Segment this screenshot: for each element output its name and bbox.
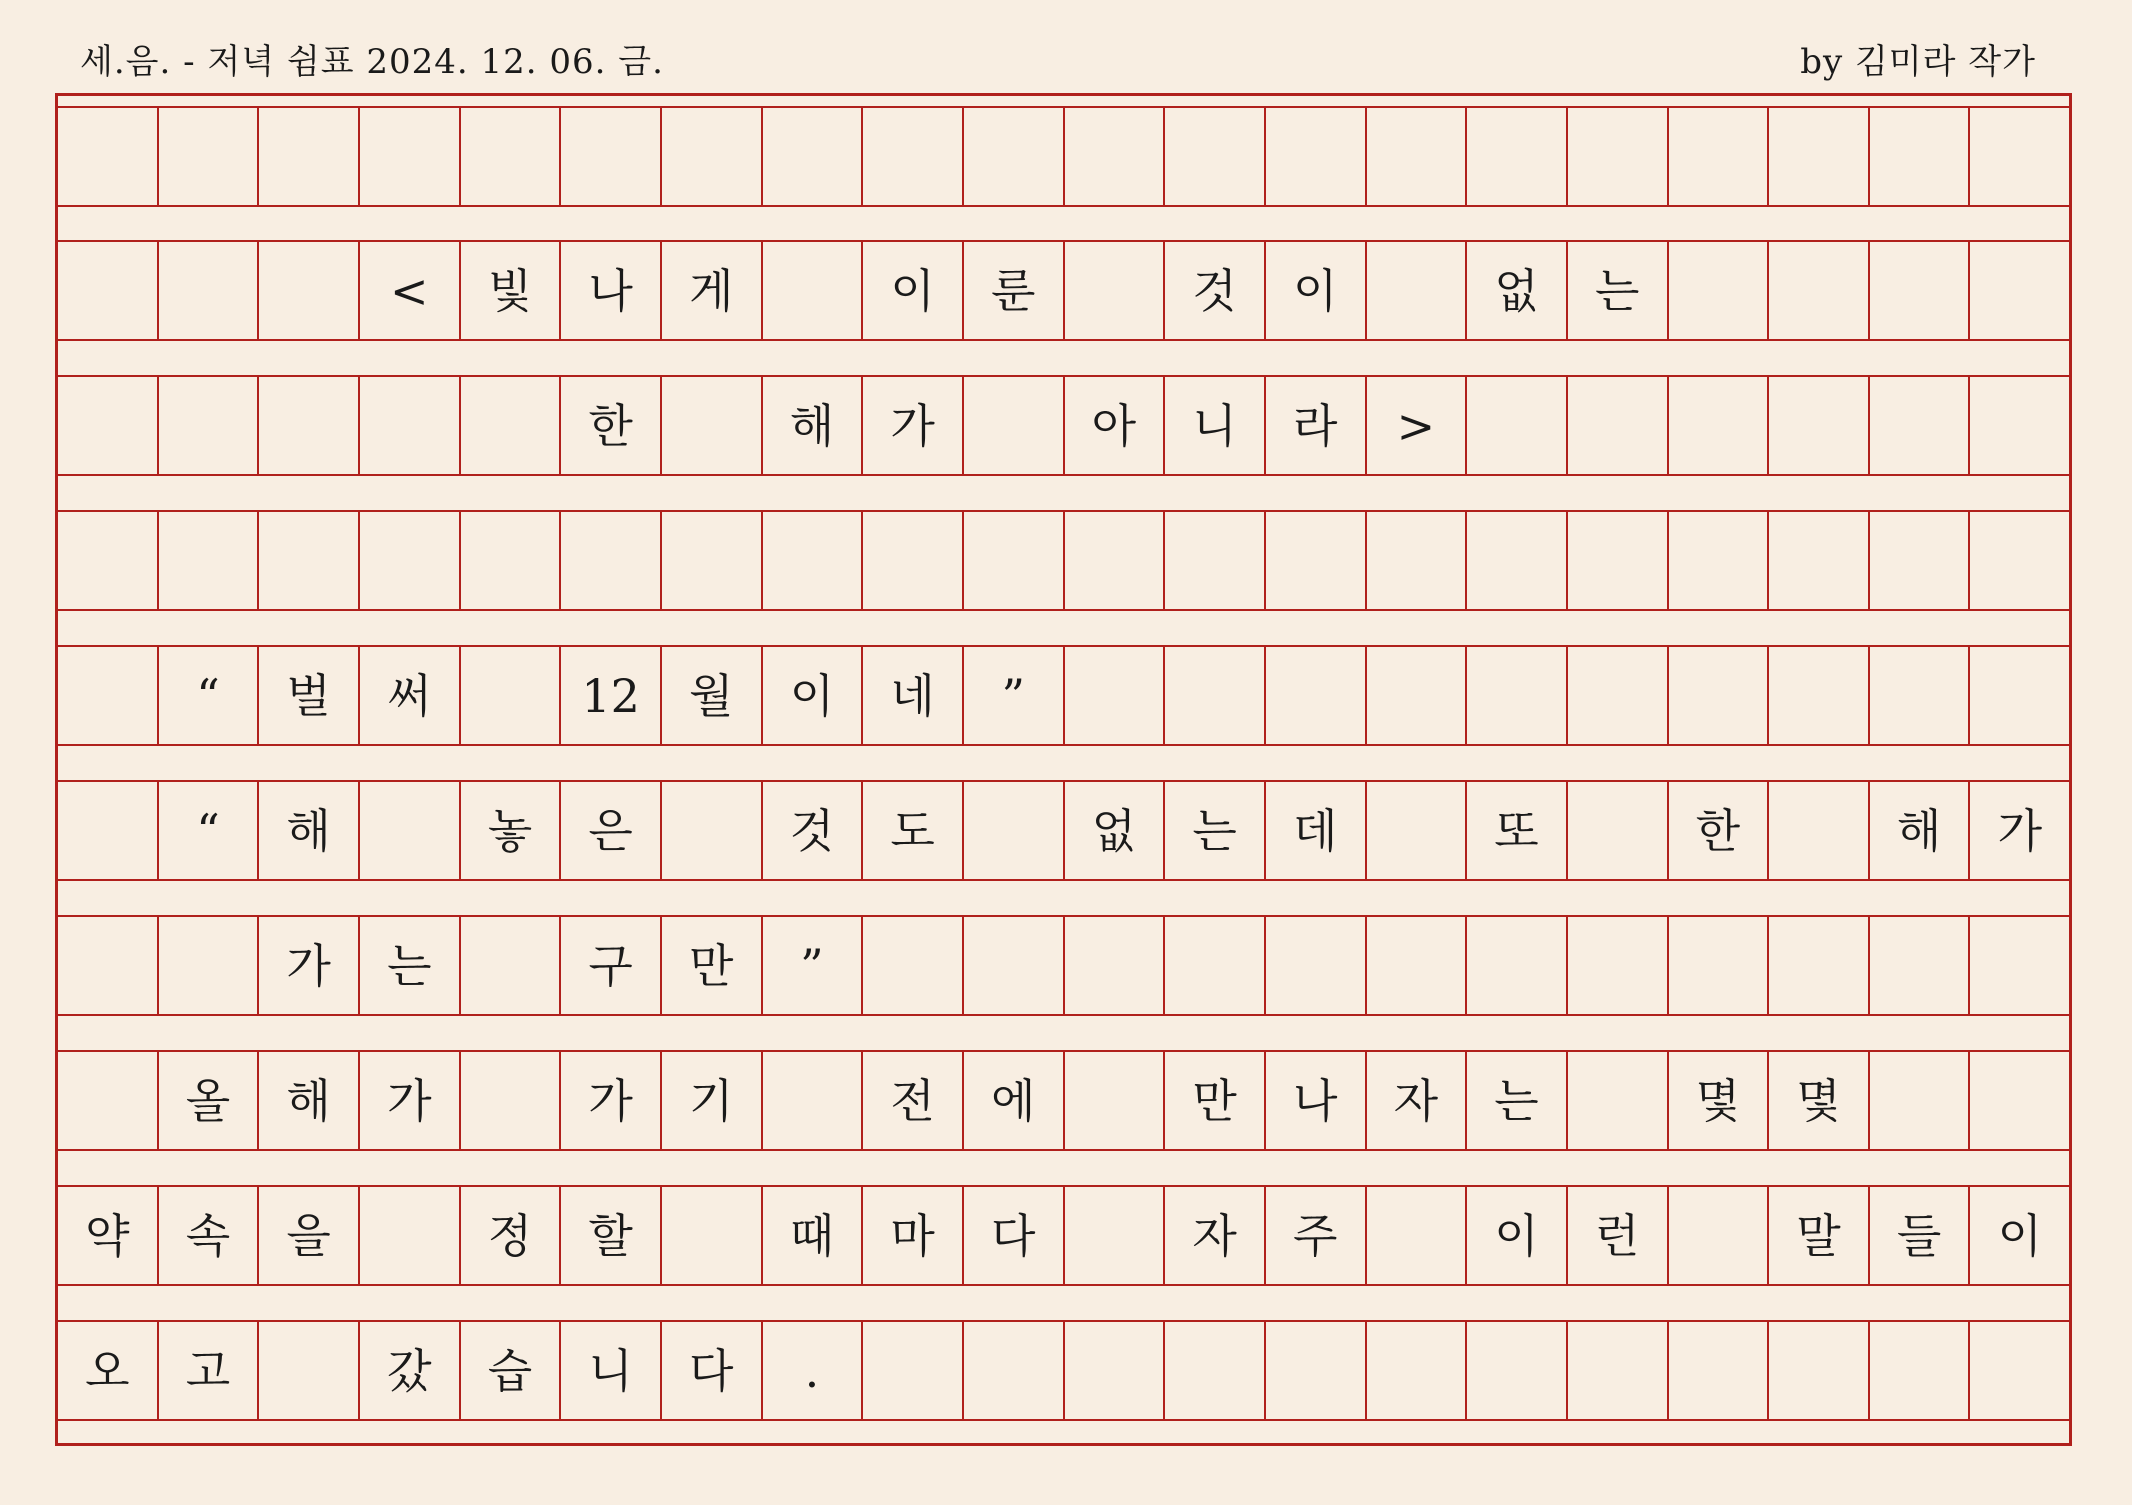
- manuscript-cell: [1870, 1052, 1971, 1149]
- manuscript-cell: [58, 647, 159, 744]
- manuscript-cell: [1970, 512, 2069, 609]
- manuscript-cell: [763, 108, 864, 205]
- manuscript-cell: 없: [1467, 242, 1568, 339]
- manuscript-cell: 놓: [461, 782, 562, 879]
- manuscript-cell: [1367, 1322, 1468, 1419]
- manuscript-cell: [1367, 917, 1468, 1014]
- manuscript-cell: [1669, 1322, 1770, 1419]
- manuscript-cell: 써: [360, 647, 461, 744]
- manuscript-cell: [1769, 512, 1870, 609]
- manuscript-cell: 네: [863, 647, 964, 744]
- manuscript-cell: [58, 917, 159, 1014]
- manuscript-cell: [1467, 108, 1568, 205]
- manuscript-cell: [1065, 108, 1166, 205]
- manuscript-cell: [1165, 647, 1266, 744]
- manuscript-cell: [1367, 108, 1468, 205]
- manuscript-cell: [863, 512, 964, 609]
- manuscript-cell: 전: [863, 1052, 964, 1149]
- manuscript-cell: [1065, 512, 1166, 609]
- manuscript-cell: 해: [763, 377, 864, 474]
- manuscript-cell: [964, 1322, 1065, 1419]
- manuscript-cell: 에: [964, 1052, 1065, 1149]
- manuscript-cell: [662, 377, 763, 474]
- manuscript-cell: [1165, 108, 1266, 205]
- manuscript-cell: [1669, 512, 1770, 609]
- manuscript-cell: 해: [259, 1052, 360, 1149]
- manuscript-cell: [1367, 647, 1468, 744]
- manuscript-cell: 가: [259, 917, 360, 1014]
- manuscript-cell: [1467, 917, 1568, 1014]
- manuscript-cell: [1769, 377, 1870, 474]
- manuscript-cell: [1970, 917, 2069, 1014]
- manuscript-cell: 한: [1669, 782, 1770, 879]
- manuscript-cell: [1870, 377, 1971, 474]
- manuscript-cell: 자: [1367, 1052, 1468, 1149]
- manuscript-cell: [58, 108, 159, 205]
- manuscript-cell: 해: [1870, 782, 1971, 879]
- manuscript-cell: [1065, 242, 1166, 339]
- manuscript-cell: [1669, 108, 1770, 205]
- manuscript-cell: [1870, 242, 1971, 339]
- manuscript-cell: [159, 377, 260, 474]
- manuscript-cell: 만: [1165, 1052, 1266, 1149]
- manuscript-cell: [662, 1187, 763, 1284]
- manuscript-cell: [1065, 1322, 1166, 1419]
- manuscript-cell: [561, 108, 662, 205]
- manuscript-cell: 12: [561, 647, 662, 744]
- manuscript-cell: [1266, 512, 1367, 609]
- manuscript-cell: [1669, 377, 1770, 474]
- manuscript-cell: [1669, 917, 1770, 1014]
- manuscript-row: [58, 780, 2069, 881]
- manuscript-cell: [1970, 377, 2069, 474]
- manuscript-cell: [360, 108, 461, 205]
- manuscript-cell: [1467, 647, 1568, 744]
- manuscript-cell: [1568, 108, 1669, 205]
- manuscript-cell: [1568, 647, 1669, 744]
- manuscript-cell: 니: [561, 1322, 662, 1419]
- manuscript-cell: 가: [561, 1052, 662, 1149]
- manuscript-cell: 갔: [360, 1322, 461, 1419]
- manuscript-cell: [561, 512, 662, 609]
- manuscript-row: [58, 645, 2069, 746]
- manuscript-cell: [1669, 242, 1770, 339]
- manuscript-cell: [1165, 512, 1266, 609]
- manuscript-cell: 약: [58, 1187, 159, 1284]
- manuscript-cell: [58, 782, 159, 879]
- manuscript-cell: 이: [1266, 242, 1367, 339]
- manuscript-cell: [1970, 242, 2069, 339]
- manuscript-cell: [763, 1052, 864, 1149]
- manuscript-cell: 정: [461, 1187, 562, 1284]
- manuscript-cell: 때: [763, 1187, 864, 1284]
- manuscript-cell: [1065, 647, 1166, 744]
- manuscript-row: [58, 1050, 2069, 1151]
- manuscript-cell: 오: [58, 1322, 159, 1419]
- manuscript-cell: [1367, 242, 1468, 339]
- manuscript-cell: 이: [1997, 1208, 2043, 1263]
- manuscript-cell: [259, 377, 360, 474]
- manuscript-grid: [55, 93, 2072, 1446]
- manuscript-cell: [1769, 917, 1870, 1014]
- manuscript-cell: 빛: [461, 242, 562, 339]
- manuscript-cell: [461, 647, 562, 744]
- manuscript-cell: [964, 512, 1065, 609]
- manuscript-cell: 아: [1065, 377, 1166, 474]
- manuscript-cell: [1769, 108, 1870, 205]
- manuscript-cell: 할: [561, 1187, 662, 1284]
- manuscript-cell: 룬: [964, 242, 1065, 339]
- manuscript-cell: 라: [1266, 377, 1367, 474]
- manuscript-cell: [863, 108, 964, 205]
- manuscript-cell: [1165, 1322, 1266, 1419]
- manuscript-cell: 런: [1568, 1187, 1669, 1284]
- manuscript-cell: [360, 512, 461, 609]
- manuscript-cell: <: [360, 242, 461, 339]
- manuscript-cell: [1568, 512, 1669, 609]
- manuscript-cell: [360, 1187, 461, 1284]
- manuscript-cell: 한: [561, 377, 662, 474]
- manuscript-cell: [461, 377, 562, 474]
- manuscript-cell: 또: [1467, 782, 1568, 879]
- manuscript-cell: 고: [159, 1322, 260, 1419]
- manuscript-cell: [461, 108, 562, 205]
- manuscript-cell: [662, 512, 763, 609]
- manuscript-cell: [964, 377, 1065, 474]
- manuscript-cell: [1266, 108, 1367, 205]
- manuscript-cell: 을: [259, 1187, 360, 1284]
- manuscript-cell: 이: [763, 647, 864, 744]
- manuscript-cell: [1467, 1322, 1568, 1419]
- manuscript-cell: 만: [662, 917, 763, 1014]
- manuscript-cell: 것: [1165, 242, 1266, 339]
- manuscript-cell: 가: [1997, 803, 2043, 858]
- manuscript-cell: [159, 917, 260, 1014]
- manuscript-cell: 마: [863, 1187, 964, 1284]
- manuscript-cell: [461, 1052, 562, 1149]
- manuscript-cell: 다: [662, 1322, 763, 1419]
- manuscript-row: [58, 915, 2069, 1016]
- manuscript-row: [58, 375, 2069, 476]
- manuscript-cell: [1467, 512, 1568, 609]
- manuscript-cell: [964, 108, 1065, 205]
- manuscript-cell: 몇: [1669, 1052, 1770, 1149]
- manuscript-cell: [58, 1052, 159, 1149]
- manuscript-cell: [1769, 1322, 1870, 1419]
- manuscript-cell: [964, 782, 1065, 879]
- manuscript-cell: [1769, 647, 1870, 744]
- manuscript-cell: [1568, 917, 1669, 1014]
- manuscript-cell: [1568, 1052, 1669, 1149]
- manuscript-cell: 것: [763, 782, 864, 879]
- manuscript-cell: [662, 782, 763, 879]
- manuscript-cell: 가: [360, 1052, 461, 1149]
- manuscript-cell: 나: [561, 242, 662, 339]
- header-author: by 김미라 작가: [1800, 42, 2036, 82]
- manuscript-cell: [1970, 647, 2069, 744]
- manuscript-cell: 이: [1467, 1187, 1568, 1284]
- manuscript-cell: [662, 108, 763, 205]
- manuscript-cell: 들: [1870, 1187, 1971, 1284]
- manuscript-cell: [1266, 917, 1367, 1014]
- manuscript-cell: [1669, 647, 1770, 744]
- manuscript-cell: 나: [1266, 1052, 1367, 1149]
- manuscript-cell: [1367, 782, 1468, 879]
- manuscript-cell: 말: [1769, 1187, 1870, 1284]
- manuscript-cell: 데: [1266, 782, 1367, 879]
- manuscript-cell: 도: [863, 782, 964, 879]
- manuscript-cell: 습: [461, 1322, 562, 1419]
- manuscript-cell: 게: [662, 242, 763, 339]
- manuscript-cell: 자: [1165, 1187, 1266, 1284]
- manuscript-cell: ”: [763, 917, 864, 1014]
- manuscript-cell: [58, 377, 159, 474]
- manuscript-cell: [1970, 1322, 2069, 1419]
- manuscript-cell: [1266, 647, 1367, 744]
- manuscript-cell: 는: [1467, 1052, 1568, 1149]
- manuscript-row: [58, 240, 2069, 341]
- manuscript-cell: “: [159, 647, 260, 744]
- manuscript-cell: [159, 108, 260, 205]
- manuscript-row: [58, 510, 2069, 611]
- manuscript-cell: 구: [561, 917, 662, 1014]
- manuscript-cell: 는: [360, 917, 461, 1014]
- manuscript-cell: 벌: [259, 647, 360, 744]
- manuscript-cell: [1568, 782, 1669, 879]
- manuscript-cell: [1367, 512, 1468, 609]
- manuscript-cell: [1769, 782, 1870, 879]
- manuscript-cell: [259, 512, 360, 609]
- manuscript-cell: [461, 512, 562, 609]
- manuscript-cell: [1769, 242, 1870, 339]
- manuscript-cell: [863, 917, 964, 1014]
- manuscript-cell: [159, 242, 260, 339]
- manuscript-cell: [763, 242, 864, 339]
- manuscript-cell: [1970, 1052, 2069, 1149]
- manuscript-cell: [863, 1322, 964, 1419]
- header-title: 세.음. - 저녁 쉼표 2024. 12. 06. 금.: [80, 42, 664, 82]
- manuscript-cell: [360, 782, 461, 879]
- manuscript-cell: 주: [1266, 1187, 1367, 1284]
- manuscript-cell: [1870, 512, 1971, 609]
- manuscript-cell: [1367, 1187, 1468, 1284]
- manuscript-cell: 해: [259, 782, 360, 879]
- manuscript-row: [58, 106, 2069, 207]
- manuscript-cell: [964, 917, 1065, 1014]
- manuscript-cell: [1266, 1322, 1367, 1419]
- manuscript-cell: 없: [1065, 782, 1166, 879]
- manuscript-cell: 월: [662, 647, 763, 744]
- manuscript-cell: [1870, 647, 1971, 744]
- manuscript-cell: [360, 377, 461, 474]
- manuscript-cell: [1568, 1322, 1669, 1419]
- manuscript-cell: [259, 242, 360, 339]
- manuscript-cell: [461, 917, 562, 1014]
- manuscript-cell: 속: [159, 1187, 260, 1284]
- manuscript-cell: 는: [1165, 782, 1266, 879]
- manuscript-cell: [1870, 108, 1971, 205]
- manuscript-cell: [259, 1322, 360, 1419]
- manuscript-cell: [1870, 917, 1971, 1014]
- manuscript-row: [58, 1185, 2069, 1286]
- manuscript-cell: 몇: [1769, 1052, 1870, 1149]
- manuscript-cell: [58, 512, 159, 609]
- manuscript-cell: [1065, 917, 1166, 1014]
- manuscript-cell: 기: [662, 1052, 763, 1149]
- manuscript-cell: [1467, 377, 1568, 474]
- manuscript-cell: [1065, 1052, 1166, 1149]
- manuscript-cell: [1870, 1322, 1971, 1419]
- manuscript-cell: [1669, 1187, 1770, 1284]
- manuscript-cell: .: [763, 1322, 864, 1419]
- manuscript-cell: 이: [863, 242, 964, 339]
- manuscript-cell: 가: [863, 377, 964, 474]
- manuscript-cell: [259, 108, 360, 205]
- manuscript-row: [58, 1320, 2069, 1421]
- manuscript-cell: [763, 512, 864, 609]
- manuscript-cell: 올: [159, 1052, 260, 1149]
- manuscript-cell: 는: [1568, 242, 1669, 339]
- manuscript-cell: [1568, 377, 1669, 474]
- manuscript-cell: 은: [561, 782, 662, 879]
- manuscript-cell: “: [159, 782, 260, 879]
- manuscript-cell: ”: [964, 647, 1065, 744]
- manuscript-cell: [1970, 108, 2069, 205]
- manuscript-cell: 니: [1165, 377, 1266, 474]
- manuscript-cell: [1065, 1187, 1166, 1284]
- manuscript-cell: [1165, 917, 1266, 1014]
- manuscript-cell: >: [1367, 377, 1468, 474]
- manuscript-cell: [58, 242, 159, 339]
- manuscript-cell: [159, 512, 260, 609]
- manuscript-cell: 다: [964, 1187, 1065, 1284]
